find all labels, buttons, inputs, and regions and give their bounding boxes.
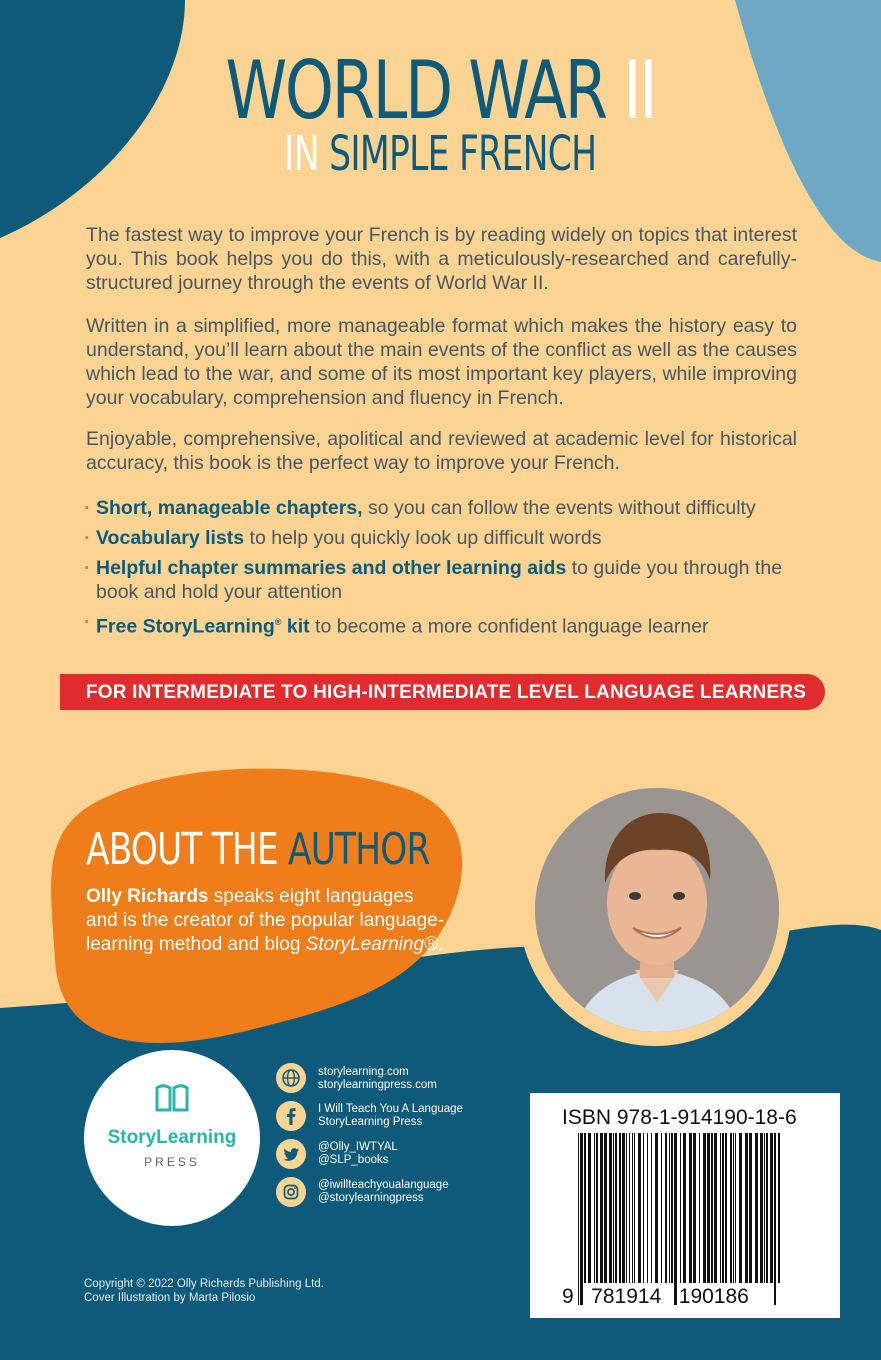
barcode-bar: [588, 1133, 591, 1283]
barcode-bar: [770, 1133, 773, 1283]
barcode-bar: [755, 1133, 758, 1283]
barcode-bar: [596, 1133, 598, 1283]
facebook-icon: [276, 1101, 306, 1131]
title-simple-french: SIMPLE FRENCH: [329, 126, 597, 182]
barcode-bar: [733, 1133, 734, 1283]
title-line-1: [97, 46, 784, 136]
barcode-bar: [693, 1133, 696, 1283]
barcode: [578, 1133, 784, 1305]
barcode-bar: [730, 1133, 732, 1283]
publisher-logo-name: StoryLearning: [107, 1127, 237, 1148]
barcode-bar: [609, 1133, 612, 1283]
barcode-bar: [720, 1133, 721, 1283]
description-paragraph-1: The fastest way to improve your French is by reading widely on topics that interest you. This book helps you do this, with a meticulously-researched and carefully-structured journey through the events of World War II.: [86, 224, 797, 294]
barcode-bar: [778, 1133, 780, 1283]
barcode-bar: [629, 1133, 630, 1283]
author-name: Olly Richards: [86, 886, 209, 907]
barcode-bar: [703, 1133, 706, 1283]
barcode-bar: [655, 1133, 658, 1283]
description-paragraph-3: Enjoyable, comprehensive, apolitical and reviewed at academic level for historical accuracy, this book is the perfect way to improve your French.: [86, 428, 797, 474]
barcode-bar: [622, 1133, 625, 1283]
social-instagram: @iwillteachyoualanguage @storylearningpress: [318, 1179, 449, 1204]
blog-name: StoryLearning®: [305, 934, 439, 955]
barcode-bar: [749, 1133, 752, 1283]
barcode-bar: [634, 1133, 635, 1283]
barcode-bar: [671, 1133, 673, 1283]
instagram-icon: [276, 1177, 306, 1207]
title-world-war: WORLD WAR: [225, 44, 606, 137]
barcode-bar: [722, 1133, 724, 1283]
barcode-bar: [578, 1133, 579, 1305]
barcode-bar: [735, 1133, 736, 1283]
title-in: IN: [284, 126, 319, 182]
barcode-bar: [764, 1133, 765, 1283]
feature-item: · Free StoryLearning® kit to become a more confident language learner: [84, 611, 709, 638]
barcode-bar: [774, 1133, 776, 1305]
barcode-bar: [643, 1133, 644, 1283]
barcode-bar: [580, 1133, 583, 1305]
feature-item: · Vocabulary lists to help you quickly look up difficult words: [84, 527, 602, 549]
twitter-icon: [276, 1139, 306, 1169]
author-photo: [530, 783, 784, 1037]
social-facebook: I Will Teach You A Language StoryLearning Press: [318, 1103, 463, 1128]
title-roman-numeral: II: [623, 44, 656, 137]
about-author-text: Olly Richards speaks eight languages and is the creator of the popular language-learning method and blog StoryLearning®.: [86, 886, 445, 955]
title-line-2: [123, 124, 757, 184]
barcode-digits: 9 781914 190186: [562, 1285, 749, 1308]
barcode-bar: [647, 1133, 648, 1283]
feature-item: · Helpful chapter summaries and other learning aids to guide you through the book and hold your attention: [84, 557, 783, 603]
barcode-bar: [707, 1133, 710, 1283]
open-book-icon: [155, 1084, 189, 1114]
level-banner-text: FOR INTERMEDIATE TO HIGH-INTERMEDIATE LEVEL LANGUAGE LEARNERS: [86, 682, 807, 703]
barcode-bar: [725, 1133, 727, 1283]
barcode-bar: [594, 1133, 595, 1283]
barcode-bar: [714, 1133, 717, 1283]
barcode-bar: [600, 1133, 603, 1283]
barcode-bar: [680, 1133, 681, 1283]
globe-icon: [276, 1063, 306, 1093]
barcode-bar: [760, 1133, 763, 1283]
barcode-bar: [632, 1133, 633, 1283]
barcode-bar: [739, 1133, 742, 1283]
feature-list: [84, 496, 824, 645]
barcode-bar: [626, 1133, 627, 1283]
description-paragraph-2: Written in a simplified, more manageable format which makes the history easy to understand, you’ll learn about the main events of the conflict as well as the causes which lead to the war, and some of its most important key players, while improving your vocabulary, comprehension and fluency in French.: [86, 315, 797, 409]
copyright-notice: Copyright © 2022 Olly Richards Publishing Ltd. Cover Illustration by Marta Pilosio: [84, 1278, 324, 1304]
barcode-bar: [619, 1133, 621, 1283]
barcode-bar: [689, 1133, 692, 1283]
barcode-bar: [651, 1133, 652, 1283]
isbn-label: ISBN 978-1-914190-18-6: [562, 1106, 797, 1129]
barcode-bar: [699, 1133, 700, 1283]
barcode-bar: [661, 1133, 662, 1283]
barcode-bar: [584, 1133, 586, 1283]
barcode-bar: [711, 1133, 713, 1283]
feature-item: · Short, manageable chapters, so you can follow the events without difficulty: [84, 497, 756, 519]
social-website: storylearning.com storylearningpress.com: [318, 1066, 437, 1091]
barcode-bar: [613, 1133, 614, 1283]
barcode-bar: [665, 1133, 667, 1283]
barcode-bar: [674, 1133, 677, 1305]
barcode-bar: [604, 1133, 607, 1283]
barcode-bar: [766, 1133, 768, 1283]
barcode-bar: [683, 1133, 686, 1283]
about-author-heading: ABOUT THE AUTHOR: [86, 824, 430, 875]
publisher-logo-sub: PRESS: [144, 1155, 200, 1169]
social-twitter: @Olly_IWTYAL @SLP_books: [318, 1141, 398, 1166]
barcode-bar: [669, 1133, 670, 1283]
barcode-bar: [638, 1133, 641, 1283]
barcode-bar: [615, 1133, 617, 1283]
barcode-bar: [745, 1133, 748, 1283]
